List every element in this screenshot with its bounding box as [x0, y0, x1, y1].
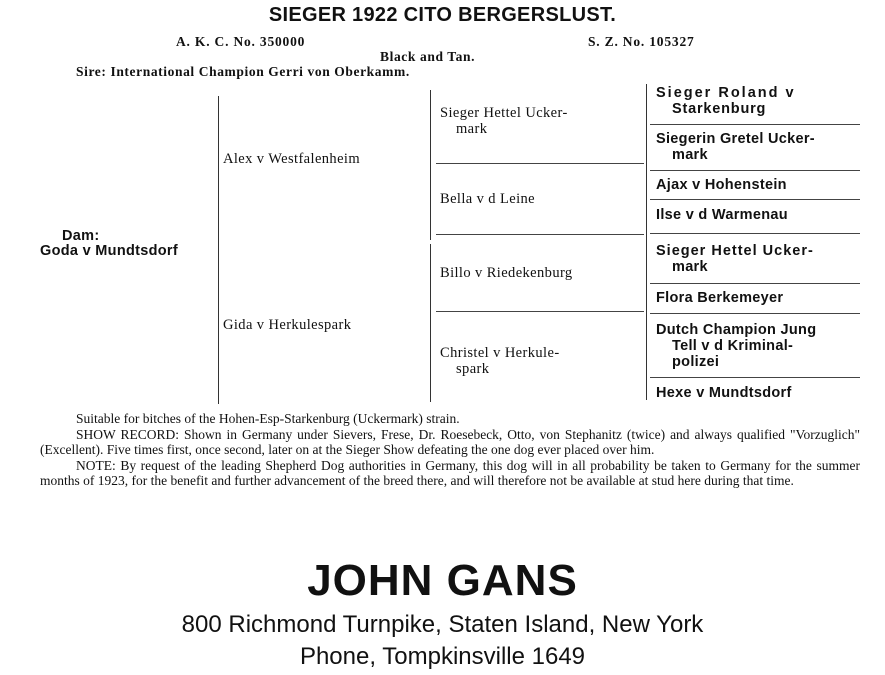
- dam-name: Goda v Mundtsdorf: [40, 243, 179, 259]
- pedigree-bracket-gen3: [646, 84, 647, 400]
- pedigree-bracket-gen2-bottom: [430, 244, 431, 402]
- gen3-line: mark: [672, 147, 708, 163]
- gen3-line: Hexe v Mundtsdorf: [656, 385, 792, 401]
- gen3-line: Flora Berkemeyer: [656, 290, 784, 306]
- pedigree-divider: [650, 313, 860, 314]
- gen3-line: Sieger Roland v: [656, 85, 796, 101]
- pedigree-bracket-gen2-top: [430, 90, 431, 240]
- gen2-line: spark: [456, 361, 490, 377]
- akc-number: A. K. C. No. 350000: [176, 34, 306, 49]
- ad-body: [40, 411, 860, 489]
- gen2-line: Sieger Hettel Ucker-: [440, 105, 568, 121]
- availability-note: NOTE: By request of the leading Shepherd Dog authorities in Germany, this dog will in all probability be taken to Germany for the summer months of 1923, for the benefit and further advancement of the breed there, and will therefore not be available at stud here during that time.: [40, 457, 860, 489]
- owner-name: JOHN GANS: [307, 556, 578, 605]
- pedigree-divider: [650, 199, 860, 200]
- sz-number: S. Z. No. 105327: [588, 34, 695, 49]
- gen1-dam: Gida v Herkulespark: [223, 317, 352, 333]
- pedigree-divider: [650, 283, 860, 284]
- owner-phone: Phone, Tompkinsville 1649: [299, 643, 586, 670]
- gen3-line: Dutch Champion Jung: [656, 322, 817, 338]
- pedigree-bracket-gen1: [218, 96, 219, 404]
- gen2-line: Bella v d Leine: [440, 191, 535, 207]
- ad-title: SIEGER 1922 CITO BERGERSLUST.: [268, 4, 617, 26]
- gen2-line: Christel v Herkule-: [440, 345, 560, 361]
- gen3-line: mark: [672, 259, 708, 275]
- gen3-line: Tell v d Kriminal-: [672, 338, 794, 354]
- pedigree-divider: [436, 163, 644, 164]
- gen3-line: Ajax v Hohenstein: [656, 177, 787, 193]
- pedigree-divider: [650, 124, 860, 125]
- pedigree-divider: [650, 377, 860, 378]
- gen3-line: Sieger Hettel Ucker-: [656, 243, 814, 259]
- gen3-line: Starkenburg: [672, 101, 767, 117]
- pedigree-divider: [650, 233, 860, 234]
- gen1-sire: Alex v Westfalenheim: [223, 151, 361, 167]
- show-record: SHOW RECORD: Shown in Germany under Sievers, Frese, Dr. Roesebeck, Otto, von Stephanitz (twice) and always qualified "Vorzuglich" (Excellent). Five times first, once second, later on at the Sieger Show defeating the one dog ever placed over him.: [40, 426, 860, 458]
- gen3-line: Ilse v d Warmenau: [656, 207, 788, 223]
- coat-color: Black and Tan.: [380, 49, 476, 64]
- pedigree-divider: [436, 311, 644, 312]
- owner-address: 800 Richmond Turnpike, Staten Island, New York: [181, 611, 704, 638]
- gen2-line: mark: [456, 121, 488, 137]
- suitability-note: Suitable for bitches of the Hohen-Esp-Starkenburg (Uckermark) strain.: [76, 411, 460, 426]
- gen3-line: polizei: [672, 354, 720, 370]
- pedigree-divider: [650, 170, 860, 171]
- gen3-line: Siegerin Gretel Ucker-: [656, 131, 815, 147]
- sire-line: Sire: International Champion Gerri von Oberkamm.: [76, 64, 410, 79]
- pedigree-divider: [436, 234, 644, 235]
- dam-label: Dam:: [62, 228, 100, 244]
- gen2-line: Billo v Riedekenburg: [440, 265, 573, 281]
